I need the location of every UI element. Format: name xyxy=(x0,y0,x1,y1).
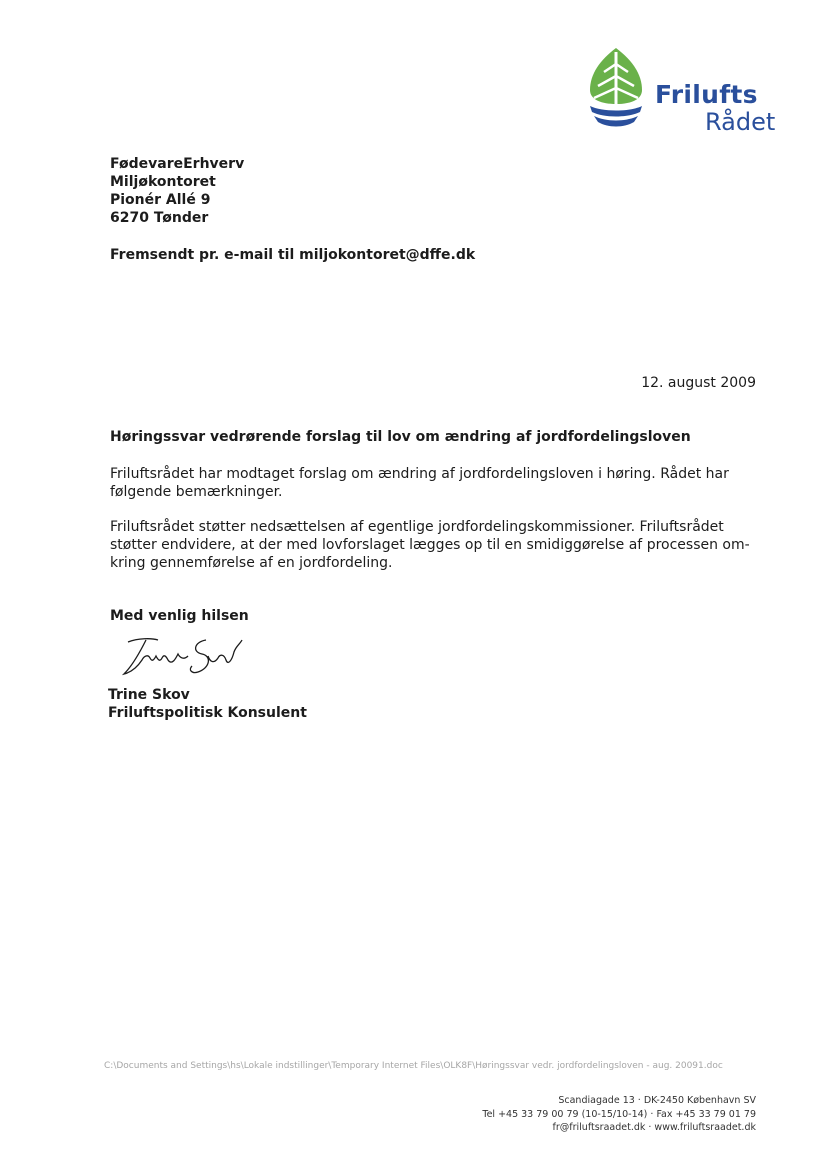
footer-address: Scandiagade 13 · DK-2450 København SV xyxy=(558,1095,756,1106)
recipient-line: 6270 Tønder xyxy=(110,210,209,226)
signer-name: Trine Skov xyxy=(108,687,190,703)
signature xyxy=(118,632,248,684)
letter-subject: Høringssvar vedrørende forslag til lov om ændring af jordfordelingsloven xyxy=(110,429,691,445)
body-paragraph: Friluftsrådet har modtaget forslag om ændring af jordfordelingsloven i høring. Rådet har følgende bemærkninger. xyxy=(110,466,729,500)
sent-via-email: Fremsendt pr. e-mail til miljokontoret@dffe.dk xyxy=(110,247,476,263)
leaf-tree-logo-icon xyxy=(586,46,646,132)
handwritten-signature-icon xyxy=(118,632,248,680)
closing-salutation: Med venlig hilsen xyxy=(110,608,249,624)
recipient-address xyxy=(110,155,244,227)
document-file-path: C:\Documents and Settings\hs\Lokale indstillinger\Temporary Internet Files\OLK8F\Høringssvar vedr. jordfordelingsloven - aug. 20091.doc xyxy=(104,1061,723,1071)
signer-title: Friluftspolitisk Konsulent xyxy=(108,705,307,721)
letter-date: 12. august 2009 xyxy=(641,375,756,391)
logo-wordmark-frilufts: Frilufts xyxy=(655,80,758,109)
friluftsraadet-logo xyxy=(586,46,786,136)
footer-email-web: fr@friluftsraadet.dk · www.friluftsraadet.dk xyxy=(552,1122,756,1133)
recipient-line: Pionér Allé 9 xyxy=(110,192,211,208)
recipient-line: Miljøkontoret xyxy=(110,174,216,190)
body-paragraph: Friluftsrådet støtter nedsættelsen af egentlige jordfordelingskommissioner. Friluftsrådet støtter endvidere, at der med lovforslaget lægges op til en smidiggørelse af processen om-kring gennemførelse af en jordfordeling. xyxy=(110,519,750,571)
footer-phone-fax: Tel +45 33 79 00 79 (10-15/10-14) · Fax +45 33 79 01 79 xyxy=(482,1108,756,1120)
logo-wordmark-raadet: Rådet xyxy=(705,108,776,136)
signer-block xyxy=(108,686,307,722)
footer-contact xyxy=(482,1094,756,1135)
recipient-line: FødevareErhverv xyxy=(110,156,245,172)
